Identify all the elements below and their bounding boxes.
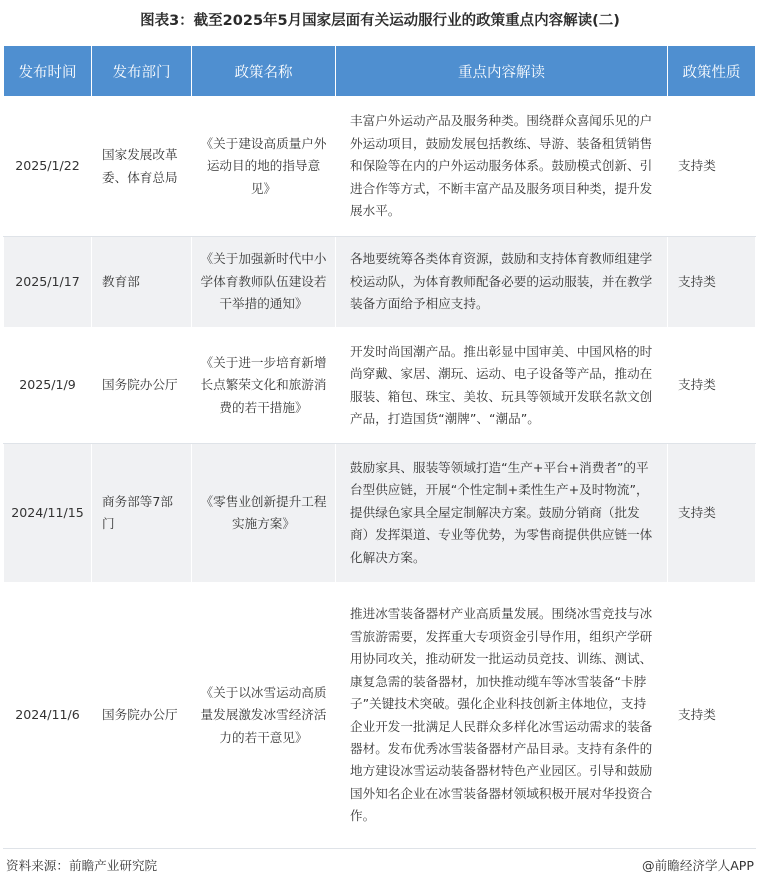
cell-policy-name: 《关于建设高质量户外运动目的地的指导意见》 [192,97,336,237]
column-header-date: 发布时间 [4,46,92,97]
column-header-nature: 政策性质 [668,46,756,97]
cell-dept: 国家发展改革委、体育总局 [92,97,192,237]
cell-policy-name: 《关于加强新时代中小学体育教师队伍建设若干举措的通知》 [192,237,336,328]
table-row [4,444,756,583]
cell-date: 2024/11/6 [4,583,92,849]
cell-date: 2025/1/22 [4,97,92,237]
cell-content: 开发时尚国潮产品。推出彰显中国审美、中国风格的时尚穿戴、家居、潮玩、运动、电子设备等产品，推动在服装、箱包、珠宝、美妆、玩具等领域开发联名款文创产品，打造国货“潮牌”、“潮品”。 [336,328,668,444]
table-header-row [4,46,756,97]
cell-dept: 国务院办公厅 [92,583,192,849]
table-row [4,328,756,444]
cell-nature: 支持类 [668,237,756,328]
cell-nature: 支持类 [668,97,756,237]
policy-table [3,45,756,849]
cell-content: 推进冰雪装备器材产业高质量发展。围绕冰雪竞技与冰雪旅游需要，发挥重大专项资金引导作用，组织产学研用协同攻关，推动研发一批运动员竞技、训练、测试、康复急需的装备器材，加快推动缆车等冰雪装备“卡脖子”关键技术突破。强化企业科技创新主体地位，支持企业开发一批满足人民群众多样化冰雪运动需求的装备器材。发布优秀冰雪装备器材产品目录。支持有条件的地方建设冰雪运动装备器材特色产业园区。引导和鼓励国外知名企业在冰雪装备器材领域积极开展对华投资合作。 [336,583,668,849]
cell-dept: 商务部等7部门 [92,444,192,583]
cell-dept: 国务院办公厅 [92,328,192,444]
cell-date: 2025/1/9 [4,328,92,444]
cell-dept: 教育部 [92,237,192,328]
column-header-name: 政策名称 [192,46,336,97]
cell-nature: 支持类 [668,583,756,849]
page-title: 图表3：截至2025年5月国家层面有关运动服行业的政策重点内容解读(二) [140,13,620,29]
cell-policy-name: 《零售业创新提升工程实施方案》 [192,444,336,583]
cell-date: 2025/1/17 [4,237,92,328]
table-row [4,97,756,237]
cell-content: 各地要统筹各类体育资源，鼓励和支持体育教师组建学校运动队，为体育教师配备必要的运动服装，并在教学装备方面给予相应支持。 [336,237,668,328]
source-note: 资料来源：前瞻产业研究院 [6,858,158,873]
copyright-note: @前瞻经济学人APP [642,858,754,873]
column-header-content: 重点内容解读 [336,46,668,97]
cell-nature: 支持类 [668,444,756,583]
cell-policy-name: 《关于以冰雪运动高质量发展激发冰雪经济活力的若干意见》 [192,583,336,849]
cell-date: 2024/11/15 [4,444,92,583]
cell-nature: 支持类 [668,328,756,444]
column-header-dept: 发布部门 [92,46,192,97]
table-row [4,237,756,328]
table-row [4,583,756,849]
cell-content: 鼓励家具、服装等领域打造“生产+平台+消费者”的平台型供应链，开展“个性定制+柔性生产+及时物流”，提供绿色家具全屋定制解决方案。鼓励分销商（批发商）发挥渠道、专业等优势，为零售商提供供应链一体化解决方案。 [336,444,668,583]
cell-content: 丰富户外运动产品及服务种类。围绕群众喜闻乐见的户外运动项目，鼓励发展包括教练、导游、装备租赁销售和保险等在内的户外运动服务体系。鼓励模式创新、引进合作等方式，不断丰富产品及服务项目种类，提升发展水平。 [336,97,668,237]
cell-policy-name: 《关于进一步培育新增长点繁荣文化和旅游消费的若干措施》 [192,328,336,444]
